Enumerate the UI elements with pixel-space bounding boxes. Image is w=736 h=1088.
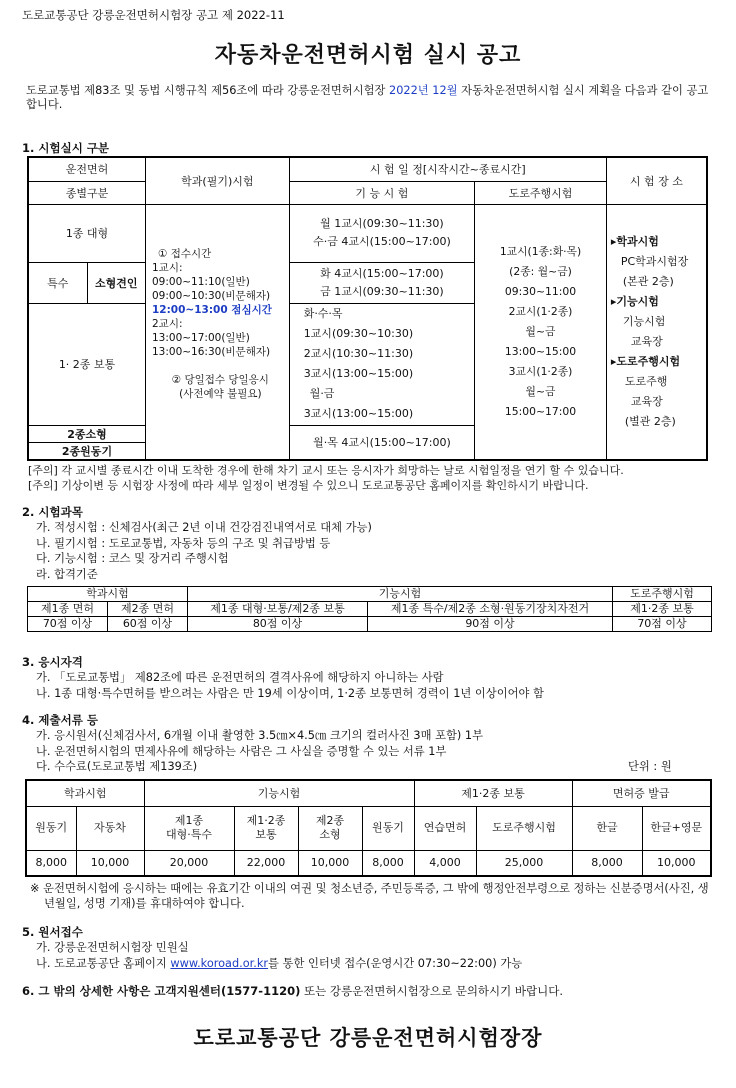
koroad-link[interactable]: www.koroad.or.kr	[170, 956, 269, 970]
row-1type: 1종 대형	[28, 204, 146, 262]
col-place: 시 험 장 소	[606, 157, 707, 204]
fee-unit: 단위 : 원	[628, 760, 672, 773]
issuer-signature: 도로교통공단 강릉운전면허시험장장	[193, 1026, 543, 1050]
documents-list: 가. 응시원서(신체검사서, 6개월 이내 촬영한 3.5㎝×4.5㎝ 크기의 컬러사진 3매 포함) 1부 나. 운전면허시험의 면제사유에 해당하는 사람은 그 사실을 증명할 수 있는 서류 1부 다. 수수료(도로교통법 제139조)	[36, 729, 484, 773]
pass-criteria-table: 학과시험 기능시험 도로주행시험 제1종 면허 제2종 면허 제1종 대형·보통/제2종 보통 제1종 특수/제2종 소형·원동기장치자전거 제1·2종 보통 70점 이상 60점 이상 80점 이상 90점 이상 70점 이상	[27, 586, 712, 632]
row-2moped: 2종원동기	[28, 442, 146, 460]
place-info: ▸학과시험 PC학과시험장 (본관 2층) ▸기능시험 기능시험 교육장 ▸도로주행시험 도로주행 교육장 (별관 2층)	[606, 204, 707, 460]
section-5-heading: 5. 원서접수	[22, 925, 83, 939]
col-schedule: 시 험 일 정[시작시간~종료시간]	[289, 157, 606, 181]
row-special: 특수 소형견인	[28, 262, 146, 303]
id-requirement-note: ※ 운전면허시험에 응시하는 때에는 유효기간 이내의 여권 및 청소년증, 주민등록증, 그 밖에 행정안전부령으로 정하는 신분증명서(사진, 생년월일, 성명 기재)를 휴대하여야 합니다.	[30, 882, 709, 910]
intro-paragraph: 도로교통법 제83조 및 동법 시행규칙 제56조에 따라 강릉운전면허시험장 2022년 12월 자동차운전면허시험 실시 계획을 다음과 같이 공고합니다.	[26, 84, 709, 111]
row-2small: 2종소형	[28, 425, 146, 442]
eligibility-list: 가. 「도로교통법」 제82조에 따른 운전면허의 결격사유에 해당하지 아니하는 사람 나. 1종 대형·특수면허를 받으려는 사람은 만 19세 이상이며, 1·2종 보통면허 경력이 1년 이상이어야 함	[36, 671, 544, 700]
section-6-contact: 6. 그 밖의 상세한 사항은 고객지원센터(1577-1120) 또는 강릉운전면허시험장으로 문의하시기 바랍니다.	[22, 984, 564, 998]
skill-2small: 월·목 4교시(15:00~17:00)	[289, 425, 474, 460]
row-12-normal: 1· 2종 보통	[28, 303, 146, 425]
skill-12: 화·수·목 1교시(09:30~10:30) 2교시(10:30~11:30) 3교시(13:00~15:00) 월·금 3교시(13:00~15:00)	[289, 303, 474, 425]
skill-1type: 월 1교시(09:30~11:30) 수·금 4교시(15:00~17:00)	[289, 204, 474, 262]
schedule-table	[27, 156, 708, 461]
notice-number: 도로교통공단 강릉운전면허시험장 공고 제 2022-11	[22, 8, 285, 22]
road-schedule: 1교시(1종:화·목) (2종: 월~금) 09:30~11:00 2교시(1·2종) 월~금 13:00~15:00 3교시(1·2종) 월~금 15:00~17:00	[475, 204, 607, 460]
col-road: 도로주행시험	[475, 181, 607, 204]
col-license: 운전면허	[28, 157, 146, 181]
skill-special: 화 4교시(15:00~17:00) 금 1교시(09:30~11:30)	[289, 262, 474, 303]
schedule-notes: [주의] 각 교시별 종료시간 이내 도착한 경우에 한해 차기 교시 또는 응시자가 희망하는 날로 시험일정을 연기 할 수 있습니다. [주의] 기상이변 등 시험장 사정에 따라 세부 일정이 변경될 수 있으니 도로교통공단 홈페이지를 확인하시기 바랍니다.	[28, 464, 624, 492]
fee-table: 학과시험 기능시험 제1·2종 보통 면허증 발급 원동기 자동차 제1종 대형·특수 제1·2종 보통 제2종 소형 원동기 연습면허 도로주행시험 한글 한글+영문 8,000 10,000 20,000 22,000 10,000 8,000 4,000 25,000 8,000 10,000	[25, 779, 712, 877]
col-skill: 기 능 시 험	[289, 181, 474, 204]
subjects-list: 가. 적성시험 : 신체검사(최근 2년 이내 건강검진내역서로 대체 가능) 나. 필기시험 : 도로교통법, 자동차 등의 구조 및 취급방법 등 다. 기능시험 : 코스 및 장거리 주행시험 라. 합격기준	[36, 521, 372, 581]
section-1-heading: 1. 시험실시 구분	[22, 141, 110, 155]
section-2-heading: 2. 시험과목	[22, 505, 83, 519]
written-info: ① 접수시간 1교시: 09:00~11:10(일반) 09:00~10:30(비문해자) 12:00~13:00 점심시간 2교시: 13:00~17:00(일반) 13:00~16:30(비문해자) ② 당일접수 당일응시 (사전예약 불필요)	[146, 204, 290, 460]
section-4-heading: 4. 제출서류 등	[22, 713, 98, 727]
col-written: 학과(필기)시험	[146, 157, 290, 204]
section-3-heading: 3. 응시자격	[22, 655, 83, 669]
col-kind: 종별구분	[28, 181, 146, 204]
page-title: 자동차운전면허시험 실시 공고	[214, 43, 522, 68]
application-list: 가. 강릉운전면허시험장 민원실 나. 도로교통공단 홈페이지 www.koroad.or.kr를 통한 인터넷 접수(운영시간 07:30~22:00) 가능	[36, 941, 523, 970]
